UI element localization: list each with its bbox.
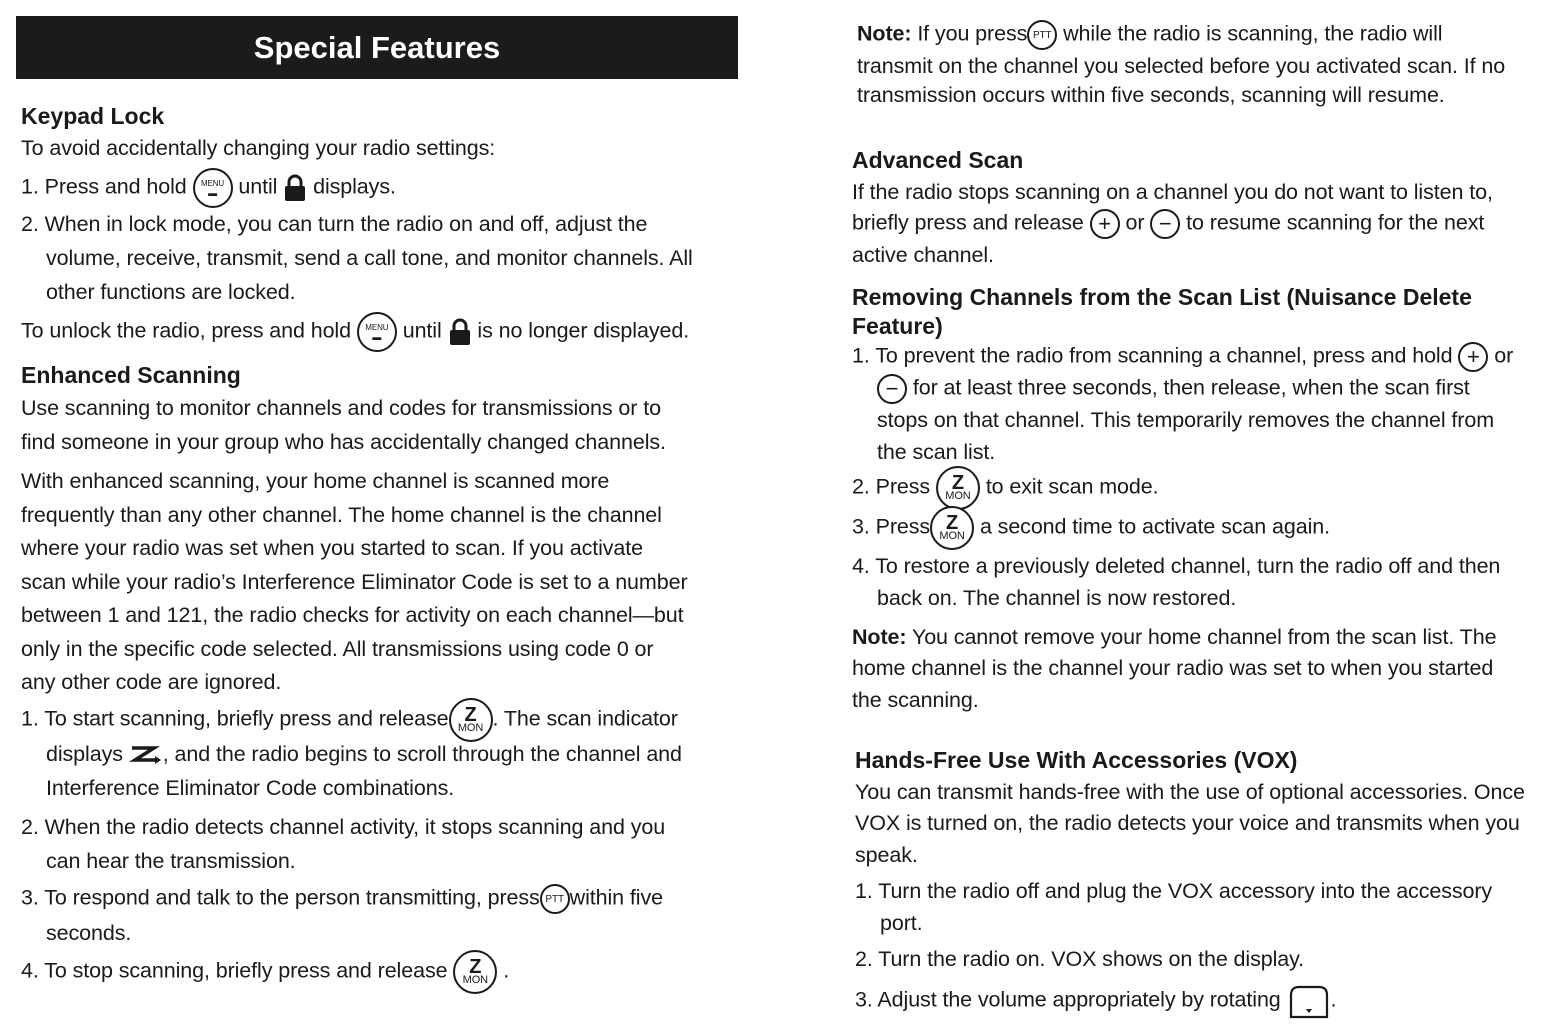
step-text: while the radio is scanning, the radio will [1063,21,1443,46]
removing-channels-heading-line-2: Feature) [852,313,943,339]
note-label: Note: [857,21,912,46]
menu-label: MENU [365,322,389,332]
z-label: Z [951,472,964,495]
enhanced-step-2-line-2: can hear the transmission. [46,849,296,873]
paragraph-line: You can transmit hands-free with the use of optional accessories. Once [855,780,1525,804]
paragraph-line: frequently than any other channel. The home channel is the channel [21,503,662,527]
paragraph-line: speak. [855,843,918,867]
step-text: 1. To prevent the radio from scanning a channel, press and hold [852,343,1453,368]
removing-channels-heading-line-1: Removing Channels from the Scan List (Nuisance Delete [852,284,1472,310]
step-text: 4. To stop scanning, briefly press and release [21,958,448,983]
paragraph-line: where your radio was set when you started to scan. If you activate [21,536,644,560]
mon-scan-button-icon [930,506,974,550]
enhanced-step-1-line-3: Interference Eliminator Code combinations. [46,776,455,800]
step-text: displays. [313,174,396,199]
advanced-scan-heading: Advanced Scan [852,147,1024,173]
minus-button-icon [877,374,907,404]
removing-step-1-line-2 [877,374,1470,404]
note-2-line-3: the scanning. [852,688,979,712]
step-text: If you press [917,21,1028,46]
note-2-line-1 [852,625,1496,650]
step-text: or [1125,210,1145,235]
enhanced-scanning-heading: Enhanced Scanning [21,362,241,388]
step-text: displays [46,742,123,766]
step-text: , and the radio begins to scroll through the channel and [162,742,682,766]
removing-step-1 [852,342,1513,372]
section-title-banner [16,16,738,79]
vox-step-3 [855,983,1336,1019]
plus-label: + [1466,344,1480,369]
lock-icon [448,318,472,346]
keypad-unlock-text [21,312,689,352]
step-text: . The scan indicator [492,706,678,731]
plus-button-icon [1458,342,1488,372]
minus-label: − [885,376,899,401]
step-text: 1. To start scanning, briefly press and release [21,706,449,731]
enhanced-step-2-line-1: 2. When the radio detects channel activity, it stops scanning and you [21,815,666,839]
minus-label: − [1158,211,1172,236]
paragraph-line: scan while your radio’s Interference Eliminator Code is set to a number [21,570,688,594]
step-text: is no longer displayed. [477,318,690,343]
minus-button-icon [1150,209,1180,239]
note-1-line-1 [857,20,1442,50]
removing-step-2 [852,466,1159,510]
removing-step-3 [852,506,1330,550]
step-text: to resume scanning for the next [1186,210,1485,235]
advanced-line-2 [852,209,1484,239]
paragraph-line: find someone in your group who has accidentally changed channels. [21,430,666,454]
mon-label: MON [945,490,971,503]
vox-step-2: 2. Turn the radio on. VOX shows on the display. [855,947,1305,971]
mon-scan-button-icon [449,698,493,742]
enhanced-step-3-line-2: seconds. [46,921,132,945]
step-text: To unlock the radio, press and hold [21,318,351,343]
mon-scan-button-icon [453,950,497,994]
note-1-line-3: transmission occurs within five seconds, scanning will resume. [857,83,1445,107]
keypad-lock-step-2-line-1: 2. When in lock mode, you can turn the radio on and off, adjust the [21,212,648,236]
paragraph-line: between 1 and 121, the radio checks for activity on each channel—but [21,603,684,627]
enhanced-step-4 [21,950,509,994]
removing-step-1-line-4: the scan list. [877,440,996,464]
mon-label: MON [939,530,965,543]
paragraph-line: any other code are ignored. [21,670,282,694]
plus-label: + [1098,211,1111,236]
menu-button-icon: MENU ▬ [357,312,397,352]
ptt-label: PTT [1032,29,1052,41]
mon-label: MON [457,722,484,735]
plus-button-icon [1090,209,1120,239]
vox-heading: Hands-Free Use With Accessories (VOX) [855,747,1298,773]
z-label: Z [469,956,482,979]
note-label: Note: [852,625,907,649]
note-1-line-2: transmit on the channel you selected before you activated scan. If no [857,54,1506,78]
step-text: 2. Press [852,474,931,499]
vox-step-1-line-1: 1. Turn the radio off and plug the VOX accessory into the accessory [855,879,1493,903]
menu-label: MENU [200,178,225,188]
volume-knob-icon [1287,983,1331,1019]
step-text: . [503,958,510,983]
advanced-line-3: active channel. [852,243,994,267]
removing-step-4-line-2: back on. The channel is now restored. [877,586,1237,610]
enhanced-step-3 [21,884,663,914]
step-text: until [238,174,278,199]
ptt-button-icon [540,884,570,914]
paragraph-line: With enhanced scanning, your home channel is scanned more [21,469,610,493]
removing-step-4-line-1: 4. To restore a previously deleted channel, turn the radio off and then [852,554,1501,578]
enhanced-step-1-line-2 [46,742,682,767]
keypad-lock-step-2-line-3: other functions are locked. [46,280,296,304]
mon-scan-button-icon [936,466,980,510]
z-label: Z [946,512,959,535]
scan-indicator-icon [129,744,163,766]
page-title: Special Features [253,29,501,65]
step-text: 3. To respond and talk to the person transmitting, press [21,885,540,910]
lock-icon [283,174,307,202]
step-text: 3. Press [852,514,931,539]
paragraph-line: Use scanning to monitor channels and codes for transmissions or to [21,396,661,420]
note-2-line-2: home channel is the channel your radio was set to when you started [852,656,1494,680]
mon-label: MON [462,974,489,987]
step-text: . [1330,987,1337,1012]
z-label: Z [464,704,477,727]
enhanced-step-1 [21,698,678,742]
paragraph-line: VOX is turned on, the radio detects your voice and transmits when you [855,811,1520,835]
step-text: or [1494,343,1514,368]
step-text: for at least three seconds, then release, when the scan first [912,375,1470,400]
ptt-button-icon [1027,20,1057,50]
step-text: 1. Press and hold [21,174,187,199]
keypad-lock-heading: Keypad Lock [21,103,165,129]
keypad-lock-step-1 [21,168,396,208]
step-text: until [402,318,442,343]
menu-button-icon: MENU ▬ [193,168,233,208]
keypad-lock-step-2-line-2: volume, receive, transmit, send a call tone, and monitor channels. All [46,246,693,270]
step-text: to exit scan mode. [985,474,1159,499]
removing-step-1-line-3: stops on that channel. This temporarily removes the channel from [877,408,1495,432]
step-text: within five [569,885,663,910]
step-text: You cannot remove your home channel from the scan list. The [911,625,1497,649]
step-text: 3. Adjust the volume appropriately by rotating [855,987,1281,1012]
vox-step-1-line-2: port. [880,911,923,935]
step-text: briefly press and release [852,210,1084,235]
ptt-label: PTT [545,893,564,905]
advanced-line-1: If the radio stops scanning on a channel you do not want to listen to, [852,180,1493,204]
step-text: a second time to activate scan again. [979,514,1331,539]
paragraph-line: only in the specific code selected. All transmissions using code 0 or [21,637,654,661]
keypad-lock-intro: To avoid accidentally changing your radio settings: [21,136,496,160]
